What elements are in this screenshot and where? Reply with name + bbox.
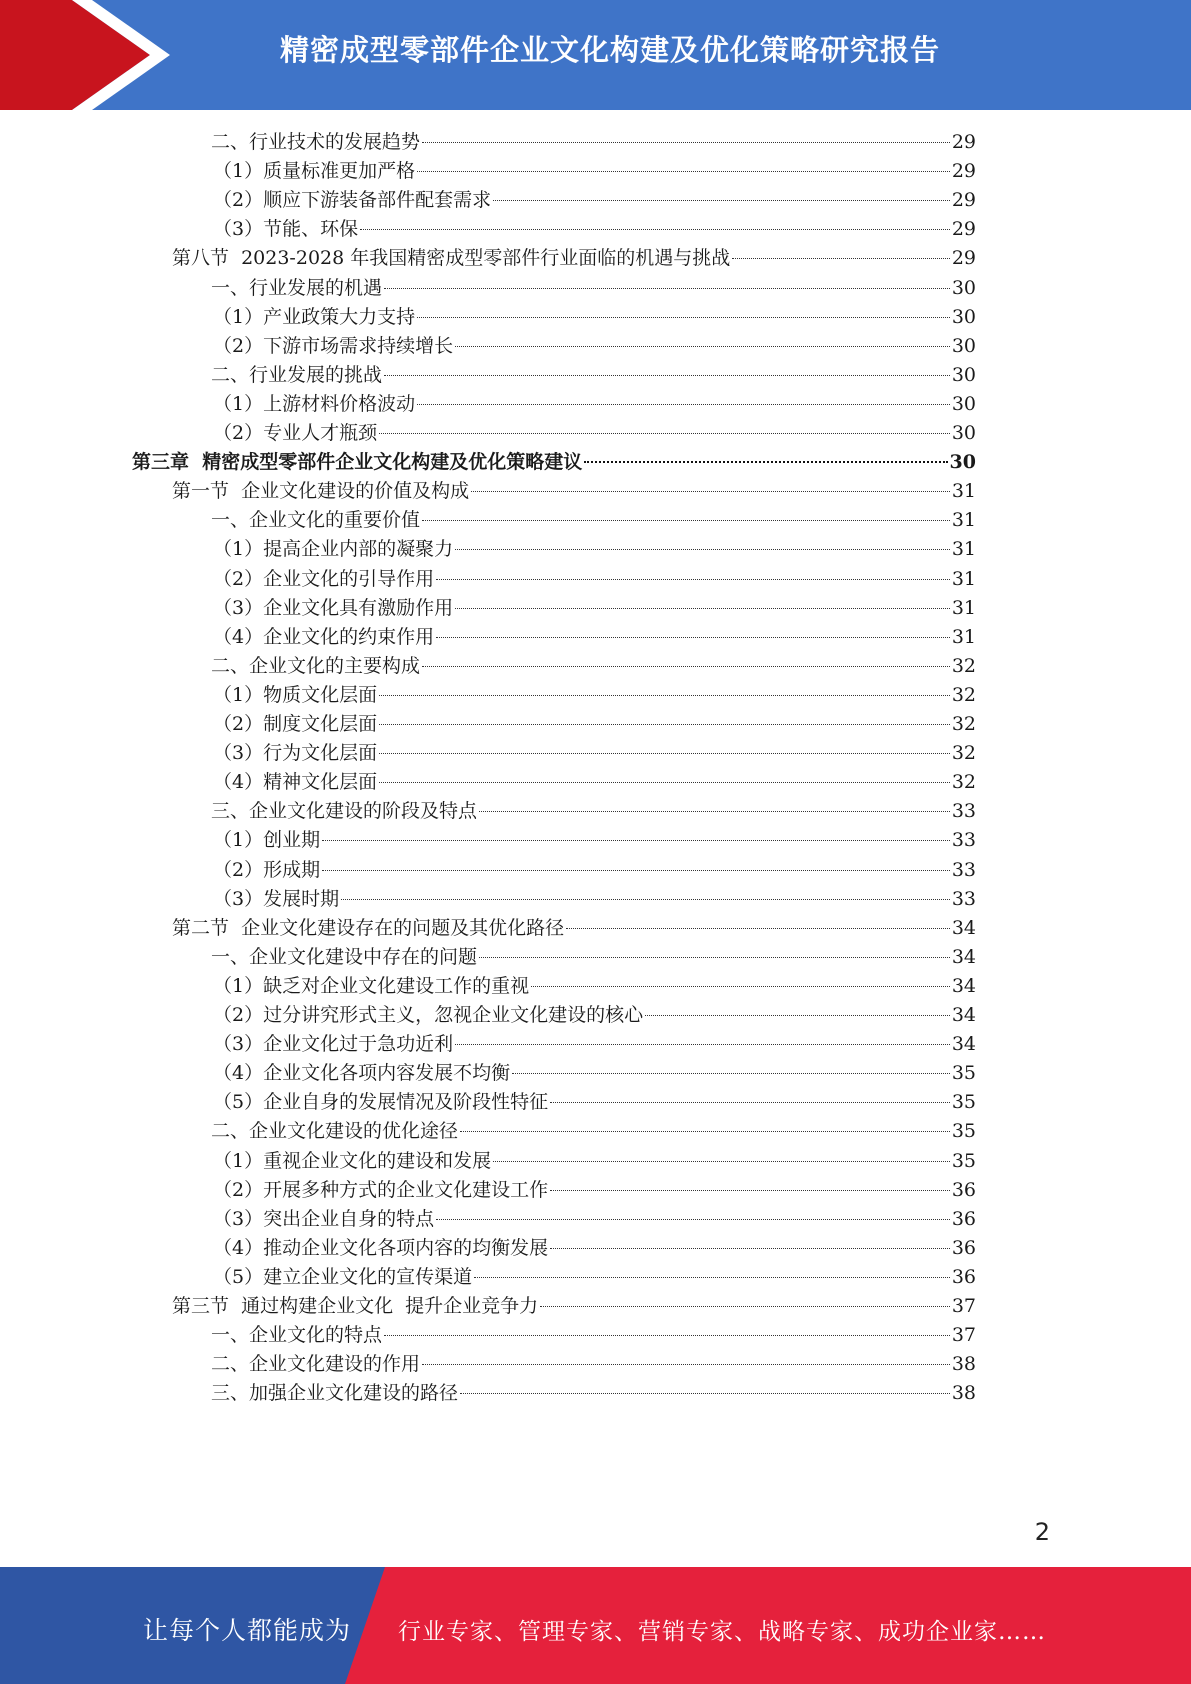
report-title: 精密成型零部件企业文化构建及优化策略研究报告 (279, 33, 940, 67)
toc-entry[interactable] (213, 825, 976, 856)
toc-dot-leader (645, 1015, 950, 1016)
toc-dot-leader (460, 1131, 950, 1132)
toc-entry-title: （2）企业文化的引导作用 (213, 567, 435, 590)
toc-entry-title: 二、行业发展的挑战 (211, 363, 383, 386)
toc-entry-page: 30 (951, 363, 976, 386)
toc-dot-leader (384, 375, 950, 376)
toc-entry-page: 30 (951, 334, 976, 357)
toc-dot-leader (460, 1393, 950, 1394)
toc-entry-title: 三、加强企业文化建设的路径 (211, 1382, 459, 1405)
toc-entry-page: 37 (951, 1324, 976, 1347)
toc-dot-leader (493, 200, 950, 201)
toc-entry-title: （4）企业文化的约束作用 (213, 625, 435, 648)
toc-entry-page: 29 (951, 189, 976, 212)
toc-entry[interactable] (213, 1262, 976, 1293)
toc-entry[interactable] (213, 1029, 976, 1060)
toc-entry-title: 第一节 企业文化建设的价值及构成 (172, 480, 470, 503)
toc-dot-leader (422, 666, 950, 667)
toc-section-entry[interactable] (172, 476, 976, 507)
toc-dot-leader (479, 957, 950, 958)
toc-dot-leader (322, 870, 950, 871)
toc-entry-title: （4）企业文化各项内容发展不均衡 (213, 1062, 511, 1085)
toc-entry-title: （2）专业人才瓶颈 (213, 422, 378, 444)
footer-slogan-right: 行业专家、管理专家、营销专家、战略专家、成功企业家…… (398, 1619, 1046, 1645)
toc-entry[interactable] (213, 855, 976, 886)
toc-entry-page: 36 (951, 1265, 976, 1288)
toc-entry-page: 35 (951, 1149, 976, 1172)
toc-entry-page: 29 (951, 247, 976, 270)
toc-dot-leader (436, 1219, 950, 1220)
toc-entry-page: 32 (951, 742, 976, 765)
toc-entry-page: 36 (951, 1178, 976, 1201)
toc-entry-title: （3）企业文化具有激励作用 (213, 596, 454, 619)
toc-dot-leader (422, 1364, 950, 1365)
toc-entry-title: （1）重视企业文化的建设和发展 (213, 1149, 492, 1172)
toc-dot-leader (384, 288, 950, 289)
toc-entry-title: 第三章 精密成型零部件企业文化构建及优化策略建议 (132, 451, 583, 474)
toc-entry-title: 二、企业文化建设的优化途径 (211, 1120, 459, 1143)
toc-entry-page: 32 (951, 771, 976, 794)
toc-dot-leader (436, 637, 950, 638)
toc-entry-title: 三、企业文化建设的阶段及特点 (211, 800, 478, 823)
toc-dot-leader (531, 986, 950, 987)
toc-entry-page: 35 (951, 1091, 976, 1114)
toc-entry[interactable] (213, 709, 976, 740)
toc-entry-title: （2）形成期 (213, 858, 321, 881)
toc-entry[interactable] (213, 418, 976, 449)
toc-dot-leader (341, 899, 950, 900)
toc-entry-title: 二、企业文化建设的作用 (211, 1353, 421, 1376)
toc-entry-page: 33 (951, 887, 976, 910)
toc-entry-title: （1）物质文化层面 (213, 683, 378, 706)
toc-entry[interactable] (211, 651, 976, 682)
toc-entry-title: （1）质量标准更加严格 (213, 160, 416, 183)
toc-dot-leader (540, 1306, 950, 1307)
toc-dot-leader (379, 433, 950, 434)
toc-entry[interactable] (213, 884, 976, 915)
toc-entry-page: 34 (951, 1033, 976, 1056)
toc-entry-page: 31 (951, 538, 976, 561)
toc-entry-title: （2）过分讲究形式主义，忽视企业文化建设的核心 (213, 1004, 644, 1026)
toc-dot-leader (550, 1248, 950, 1249)
toc-entry-title: 第二节 企业文化建设存在的问题及其优化路径 (172, 916, 565, 939)
toc-entry[interactable] (213, 185, 976, 216)
toc-section-entry[interactable] (172, 913, 976, 944)
toc-dot-leader (566, 928, 950, 929)
toc-dot-leader (474, 1277, 950, 1278)
toc-entry-title: 一、企业文化的特点 (211, 1324, 383, 1347)
toc-entry[interactable] (213, 593, 976, 624)
toc-dot-leader (384, 1335, 950, 1336)
toc-entry-title: （3）行为文化层面 (213, 742, 378, 765)
toc-entry[interactable] (213, 1146, 976, 1177)
toc-entry[interactable] (211, 1349, 976, 1380)
toc-entry[interactable] (213, 302, 976, 333)
toc-dot-leader (471, 491, 950, 492)
toc-entry[interactable] (213, 738, 976, 769)
toc-dot-leader (584, 461, 947, 463)
toc-dot-leader (436, 579, 950, 580)
page-footer (0, 1567, 1191, 1684)
toc-entry[interactable] (211, 127, 976, 158)
toc-entry-title: 第八节 2023-2028 年我国精密成型零部件行业面临的机遇与挑战 (172, 247, 731, 270)
toc-entry[interactable] (213, 1233, 976, 1264)
toc-entry-page: 38 (951, 1353, 976, 1376)
toc-entry-page: 31 (951, 567, 976, 590)
toc-dot-leader (732, 258, 950, 259)
toc-entry[interactable] (213, 534, 976, 565)
toc-entry-title: （3）突出企业自身的特点 (213, 1207, 435, 1230)
toc-entry-page: 31 (951, 480, 976, 503)
toc-entry-page: 32 (951, 683, 976, 706)
toc-entry-title: 二、行业技术的发展趋势 (211, 131, 421, 153)
toc-entry[interactable] (213, 1000, 976, 1031)
toc-entry[interactable] (213, 767, 976, 798)
toc-entry-title: 第三节 通过构建企业文化 提升企业竞争力 (172, 1295, 539, 1317)
toc-entry-title: （3）企业文化过于急功近利 (213, 1033, 454, 1056)
toc-dot-leader (422, 520, 950, 521)
toc-entry-title: （1）缺乏对企业文化建设工作的重视 (213, 974, 530, 997)
toc-entry-page: 31 (951, 625, 976, 648)
header-red-chevron (0, 0, 150, 110)
toc-dot-leader (417, 171, 950, 172)
toc-entry-title: （4）推动企业文化各项内容的均衡发展 (213, 1236, 549, 1259)
toc-entry-title: （2）开展多种方式的企业文化建设工作 (213, 1178, 549, 1201)
toc-entry-page: 30 (949, 451, 976, 474)
toc-entry-page: 33 (951, 858, 976, 881)
toc-dot-leader (417, 404, 950, 405)
toc-entry-page: 35 (951, 1062, 976, 1085)
toc-entry-title: 一、企业文化建设中存在的问题 (211, 945, 478, 968)
toc-entry-title: 二、企业文化的主要构成 (211, 654, 421, 677)
toc-entry-page: 29 (951, 131, 976, 153)
toc-entry[interactable] (213, 1175, 976, 1206)
toc-entry-page: 32 (951, 654, 976, 677)
toc-entry[interactable] (213, 389, 976, 420)
toc-entry-page: 31 (951, 596, 976, 619)
toc-entry[interactable] (213, 1204, 976, 1235)
toc-entry-title: （4）精神文化层面 (213, 771, 378, 794)
toc-entry-page: 38 (951, 1382, 976, 1405)
toc-entry-title: （1）创业期 (213, 829, 321, 852)
toc-entry-page: 34 (951, 974, 976, 997)
toc-entry-page: 33 (951, 800, 976, 823)
toc-entry-title: （2）下游市场需求持续增长 (213, 334, 454, 357)
toc-entry-title: （2）顺应下游装备部件配套需求 (213, 189, 492, 212)
toc-entry-title: （1）提高企业内部的凝聚力 (213, 538, 454, 561)
toc-dot-leader (379, 695, 950, 696)
toc-dot-leader (550, 1190, 950, 1191)
toc-dot-leader (422, 142, 950, 143)
toc-dot-leader (455, 549, 950, 550)
toc-dot-leader (493, 1161, 950, 1162)
toc-entry-title: 一、企业文化的重要价值 (211, 509, 421, 532)
toc-section-entry[interactable] (172, 243, 976, 274)
toc-entry-page: 34 (951, 945, 976, 968)
page-number: 2 (1034, 1518, 1050, 1546)
toc-section-entry[interactable] (172, 1291, 976, 1322)
page-header (0, 0, 1191, 110)
toc-entry-title: （5）建立企业文化的宣传渠道 (213, 1265, 473, 1288)
toc-entry-title: 一、行业发展的机遇 (211, 276, 383, 299)
toc-entry[interactable] (211, 796, 976, 827)
toc-entry-title: （2）制度文化层面 (213, 713, 378, 735)
toc-dot-leader (512, 1073, 950, 1074)
toc-entry[interactable] (211, 273, 976, 304)
toc-entry[interactable] (213, 156, 976, 187)
toc-entry-page: 35 (951, 1120, 976, 1143)
toc-entry[interactable] (213, 971, 976, 1002)
toc-entry-page: 30 (951, 422, 976, 444)
toc-entry-page: 36 (951, 1236, 976, 1259)
toc-entry-title: （3）节能、环保 (213, 218, 359, 241)
toc-entry[interactable] (213, 214, 976, 245)
toc-dot-leader (455, 1044, 950, 1045)
toc-entry-page: 30 (951, 392, 976, 415)
toc-dot-leader (379, 753, 950, 754)
footer-slogan-left: 让每个人都能成为 (143, 1616, 352, 1645)
toc-entry[interactable] (213, 1087, 976, 1118)
toc-chapter-entry[interactable] (132, 447, 976, 478)
toc-entry[interactable] (211, 942, 976, 973)
toc-entry[interactable] (211, 505, 976, 536)
toc-entry[interactable] (213, 564, 976, 595)
toc-dot-leader (455, 346, 950, 347)
toc-entry-title: （5）企业自身的发展情况及阶段性特征 (213, 1091, 549, 1114)
toc-dot-leader (417, 317, 950, 318)
toc-entry-title: （3）发展时期 (213, 887, 340, 910)
toc-entry[interactable] (213, 331, 976, 362)
toc-entry-title: （1）产业政策大力支持 (213, 305, 416, 328)
toc-entry[interactable] (211, 1378, 976, 1409)
toc-entry-page: 33 (951, 829, 976, 852)
toc-entry[interactable] (211, 1116, 976, 1147)
toc-entry[interactable] (211, 360, 976, 391)
toc-entry-page: 37 (951, 1295, 976, 1317)
toc-dot-leader (550, 1102, 950, 1103)
toc-entry[interactable] (213, 622, 976, 653)
toc-dot-leader (360, 229, 950, 230)
toc-entry-page: 36 (951, 1207, 976, 1230)
toc-entry-title: （1）上游材料价格波动 (213, 392, 416, 415)
toc-dot-leader (455, 608, 950, 609)
toc-entry-page: 30 (951, 276, 976, 299)
toc-entry-page: 31 (951, 509, 976, 532)
toc-entry-page: 32 (951, 713, 976, 735)
toc-dot-leader (379, 724, 950, 725)
toc-entry-page: 34 (951, 916, 976, 939)
toc-entry-page: 30 (951, 305, 976, 328)
toc-dot-leader (479, 811, 950, 812)
toc-entry[interactable] (213, 680, 976, 711)
toc-entry-page: 29 (951, 160, 976, 183)
toc-entry-page: 29 (951, 218, 976, 241)
toc-entry-page: 34 (951, 1004, 976, 1026)
toc-dot-leader (379, 782, 950, 783)
toc-entry[interactable] (211, 1320, 976, 1351)
toc-entry[interactable] (213, 1058, 976, 1089)
toc-dot-leader (322, 840, 950, 841)
